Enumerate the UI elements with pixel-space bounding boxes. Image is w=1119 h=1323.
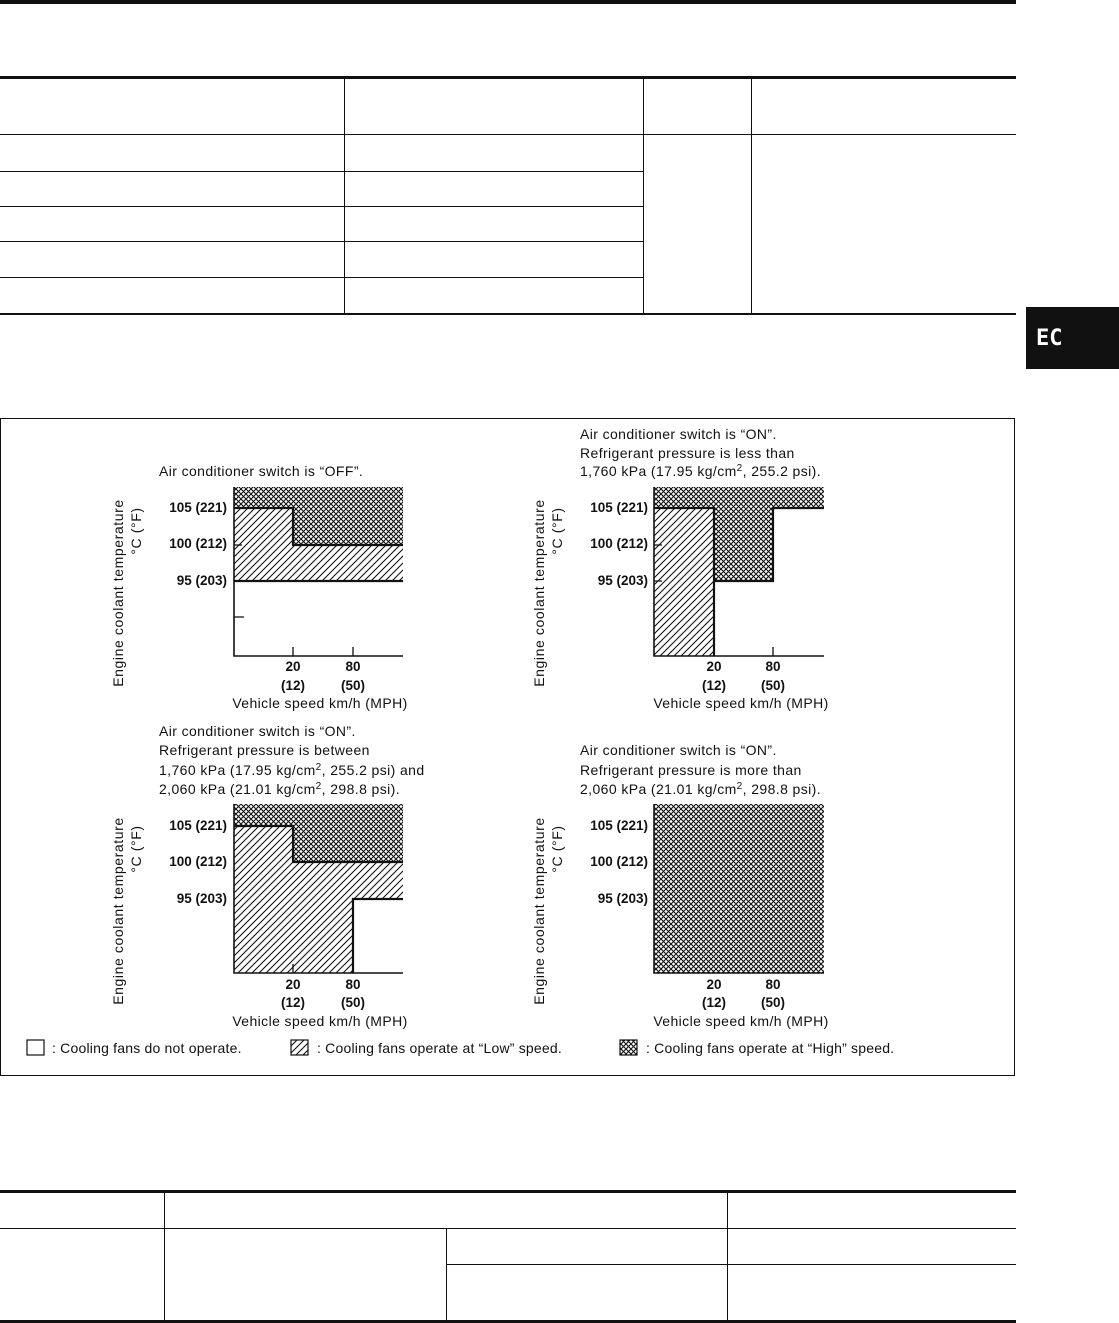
panel-caption-line: 1,760 kPa (17.95 $kg/cm^2$, 255.2 psi) and xyxy=(159,762,425,778)
x-tick-label: (50) xyxy=(760,995,786,1010)
upper-table-column-rule xyxy=(344,78,345,314)
top-rule xyxy=(0,0,1016,4)
panel-caption-line: 2,060 kPa (21.01 $kg/cm^2$, 298.8 psi). xyxy=(580,781,821,797)
y-axis-label: Engine coolant temperature xyxy=(110,817,126,1005)
x-tick-label: (50) xyxy=(760,678,786,693)
boundary-line xyxy=(353,899,403,973)
x-axis-label: Vehicle speed km/h (MPH) xyxy=(653,1013,829,1029)
panel-caption-line: Air conditioner switch is “OFF”. xyxy=(159,463,364,479)
panel-caption-line: 1,760 kPa (17.95 $kg/cm^2$, 255.2 psi). xyxy=(580,463,821,479)
x-tick-label: (12) xyxy=(701,995,727,1010)
x-tick-label: (12) xyxy=(701,678,727,693)
y-tick-label: 105 (221) xyxy=(169,818,227,833)
x-tick-label: 20 xyxy=(706,977,722,992)
panel-caption-line: Air conditioner switch is “ON”. xyxy=(580,426,777,442)
superscript: 2 xyxy=(736,463,743,474)
y-axis-label: Engine coolant temperature xyxy=(531,817,547,1005)
y-tick-label: 105 (221) xyxy=(169,500,227,515)
y-tick-label: 95 (203) xyxy=(176,891,227,906)
legend-swatch-high-speed xyxy=(620,1040,637,1055)
x-axis-label: Vehicle speed km/h (MPH) xyxy=(653,695,829,711)
low-speed-region xyxy=(654,508,714,656)
x-tick-label: (12) xyxy=(280,995,306,1010)
upper-table-row-rule xyxy=(0,241,644,242)
chart-panel-ac-on-mid-pressure xyxy=(110,723,425,1029)
y-tick-label: 95 (203) xyxy=(597,891,648,906)
y-tick-label: 105 (221) xyxy=(590,500,648,515)
y-axis-unit: °C (°F) xyxy=(128,507,144,555)
legend-label: : Cooling fans operate at “High” speed. xyxy=(646,1040,895,1056)
y-tick-label: 100 (212) xyxy=(169,854,227,869)
y-axis-unit: °C (°F) xyxy=(549,507,565,555)
upper-table-header-rule xyxy=(0,134,1016,135)
panel-caption-line: Air conditioner switch is “ON”. xyxy=(159,723,356,739)
y-tick-label: 100 (212) xyxy=(169,536,227,551)
upper-table-column-rule xyxy=(751,78,752,314)
lower-table-column-rule xyxy=(727,1192,728,1322)
y-axis-unit: °C (°F) xyxy=(549,825,565,873)
superscript: 2 xyxy=(736,781,743,792)
y-tick-label: 105 (221) xyxy=(590,818,648,833)
section-tab-ec[interactable] xyxy=(1026,307,1119,369)
legend-label: : Cooling fans do not operate. xyxy=(52,1040,242,1056)
superscript: 2 xyxy=(315,762,322,773)
lower-table-row-rule xyxy=(446,1264,1016,1265)
cooling-fan-operation-diagram xyxy=(0,418,1015,1076)
legend-label: : Cooling fans operate at “Low” speed. xyxy=(317,1040,562,1056)
y-axis-unit: °C (°F) xyxy=(128,825,144,873)
x-tick-label: 20 xyxy=(285,977,301,992)
upper-table-row-rule xyxy=(0,277,644,278)
x-tick-label: (50) xyxy=(340,678,366,693)
panel-caption-line: Air conditioner switch is “ON”. xyxy=(580,742,777,758)
x-tick-label: (12) xyxy=(280,678,306,693)
x-tick-label: 20 xyxy=(285,659,301,674)
lower-table-header-rule xyxy=(0,1228,1016,1229)
x-tick-label: (50) xyxy=(340,995,366,1010)
section-tab-label: EC xyxy=(1036,325,1063,351)
x-tick-label: 80 xyxy=(765,977,781,992)
upper-table-bottom-rule xyxy=(0,313,1016,315)
chart-panel-ac-on-high-pressure xyxy=(531,742,829,1029)
x-tick-label: 80 xyxy=(345,659,361,674)
x-tick-label: 80 xyxy=(765,659,781,674)
y-tick-label: 95 (203) xyxy=(597,573,648,588)
y-tick-label: 95 (203) xyxy=(176,573,227,588)
panel-caption-line: 2,060 kPa (21.01 $kg/cm^2$, 298.8 psi). xyxy=(159,781,400,797)
lower-table-column-rule xyxy=(446,1228,447,1322)
legend-swatch-no-operation xyxy=(27,1040,44,1055)
y-axis-label: Engine coolant temperature xyxy=(531,499,547,687)
upper-table-column-rule xyxy=(643,78,644,314)
panel-caption-line: Refrigerant pressure is less than xyxy=(580,445,795,461)
panel-caption-line: Refrigerant pressure is between xyxy=(159,742,370,758)
lower-table-column-rule xyxy=(164,1192,165,1322)
legend-swatch-low-speed xyxy=(291,1040,308,1055)
legend xyxy=(27,1040,894,1056)
upper-table-row-rule xyxy=(0,206,644,207)
x-tick-label: 80 xyxy=(345,977,361,992)
x-axis-label: Vehicle speed km/h (MPH) xyxy=(232,695,408,711)
chart-panel-ac-on-low-pressure xyxy=(531,426,829,711)
upper-table-row-rule xyxy=(0,171,644,172)
panel-caption-line: Refrigerant pressure is more than xyxy=(580,762,802,778)
x-axis-label: Vehicle speed km/h (MPH) xyxy=(232,1013,408,1029)
y-tick-label: 100 (212) xyxy=(590,854,648,869)
y-tick-label: 100 (212) xyxy=(590,536,648,551)
superscript: 2 xyxy=(315,781,322,792)
lower-table-top-rule xyxy=(0,1190,1016,1193)
high-speed-region xyxy=(654,804,824,973)
chart-panel-ac-off xyxy=(110,463,408,711)
x-tick-label: 20 xyxy=(706,659,722,674)
y-axis-label: Engine coolant temperature xyxy=(110,499,126,687)
upper-table-top-rule xyxy=(0,76,1016,79)
